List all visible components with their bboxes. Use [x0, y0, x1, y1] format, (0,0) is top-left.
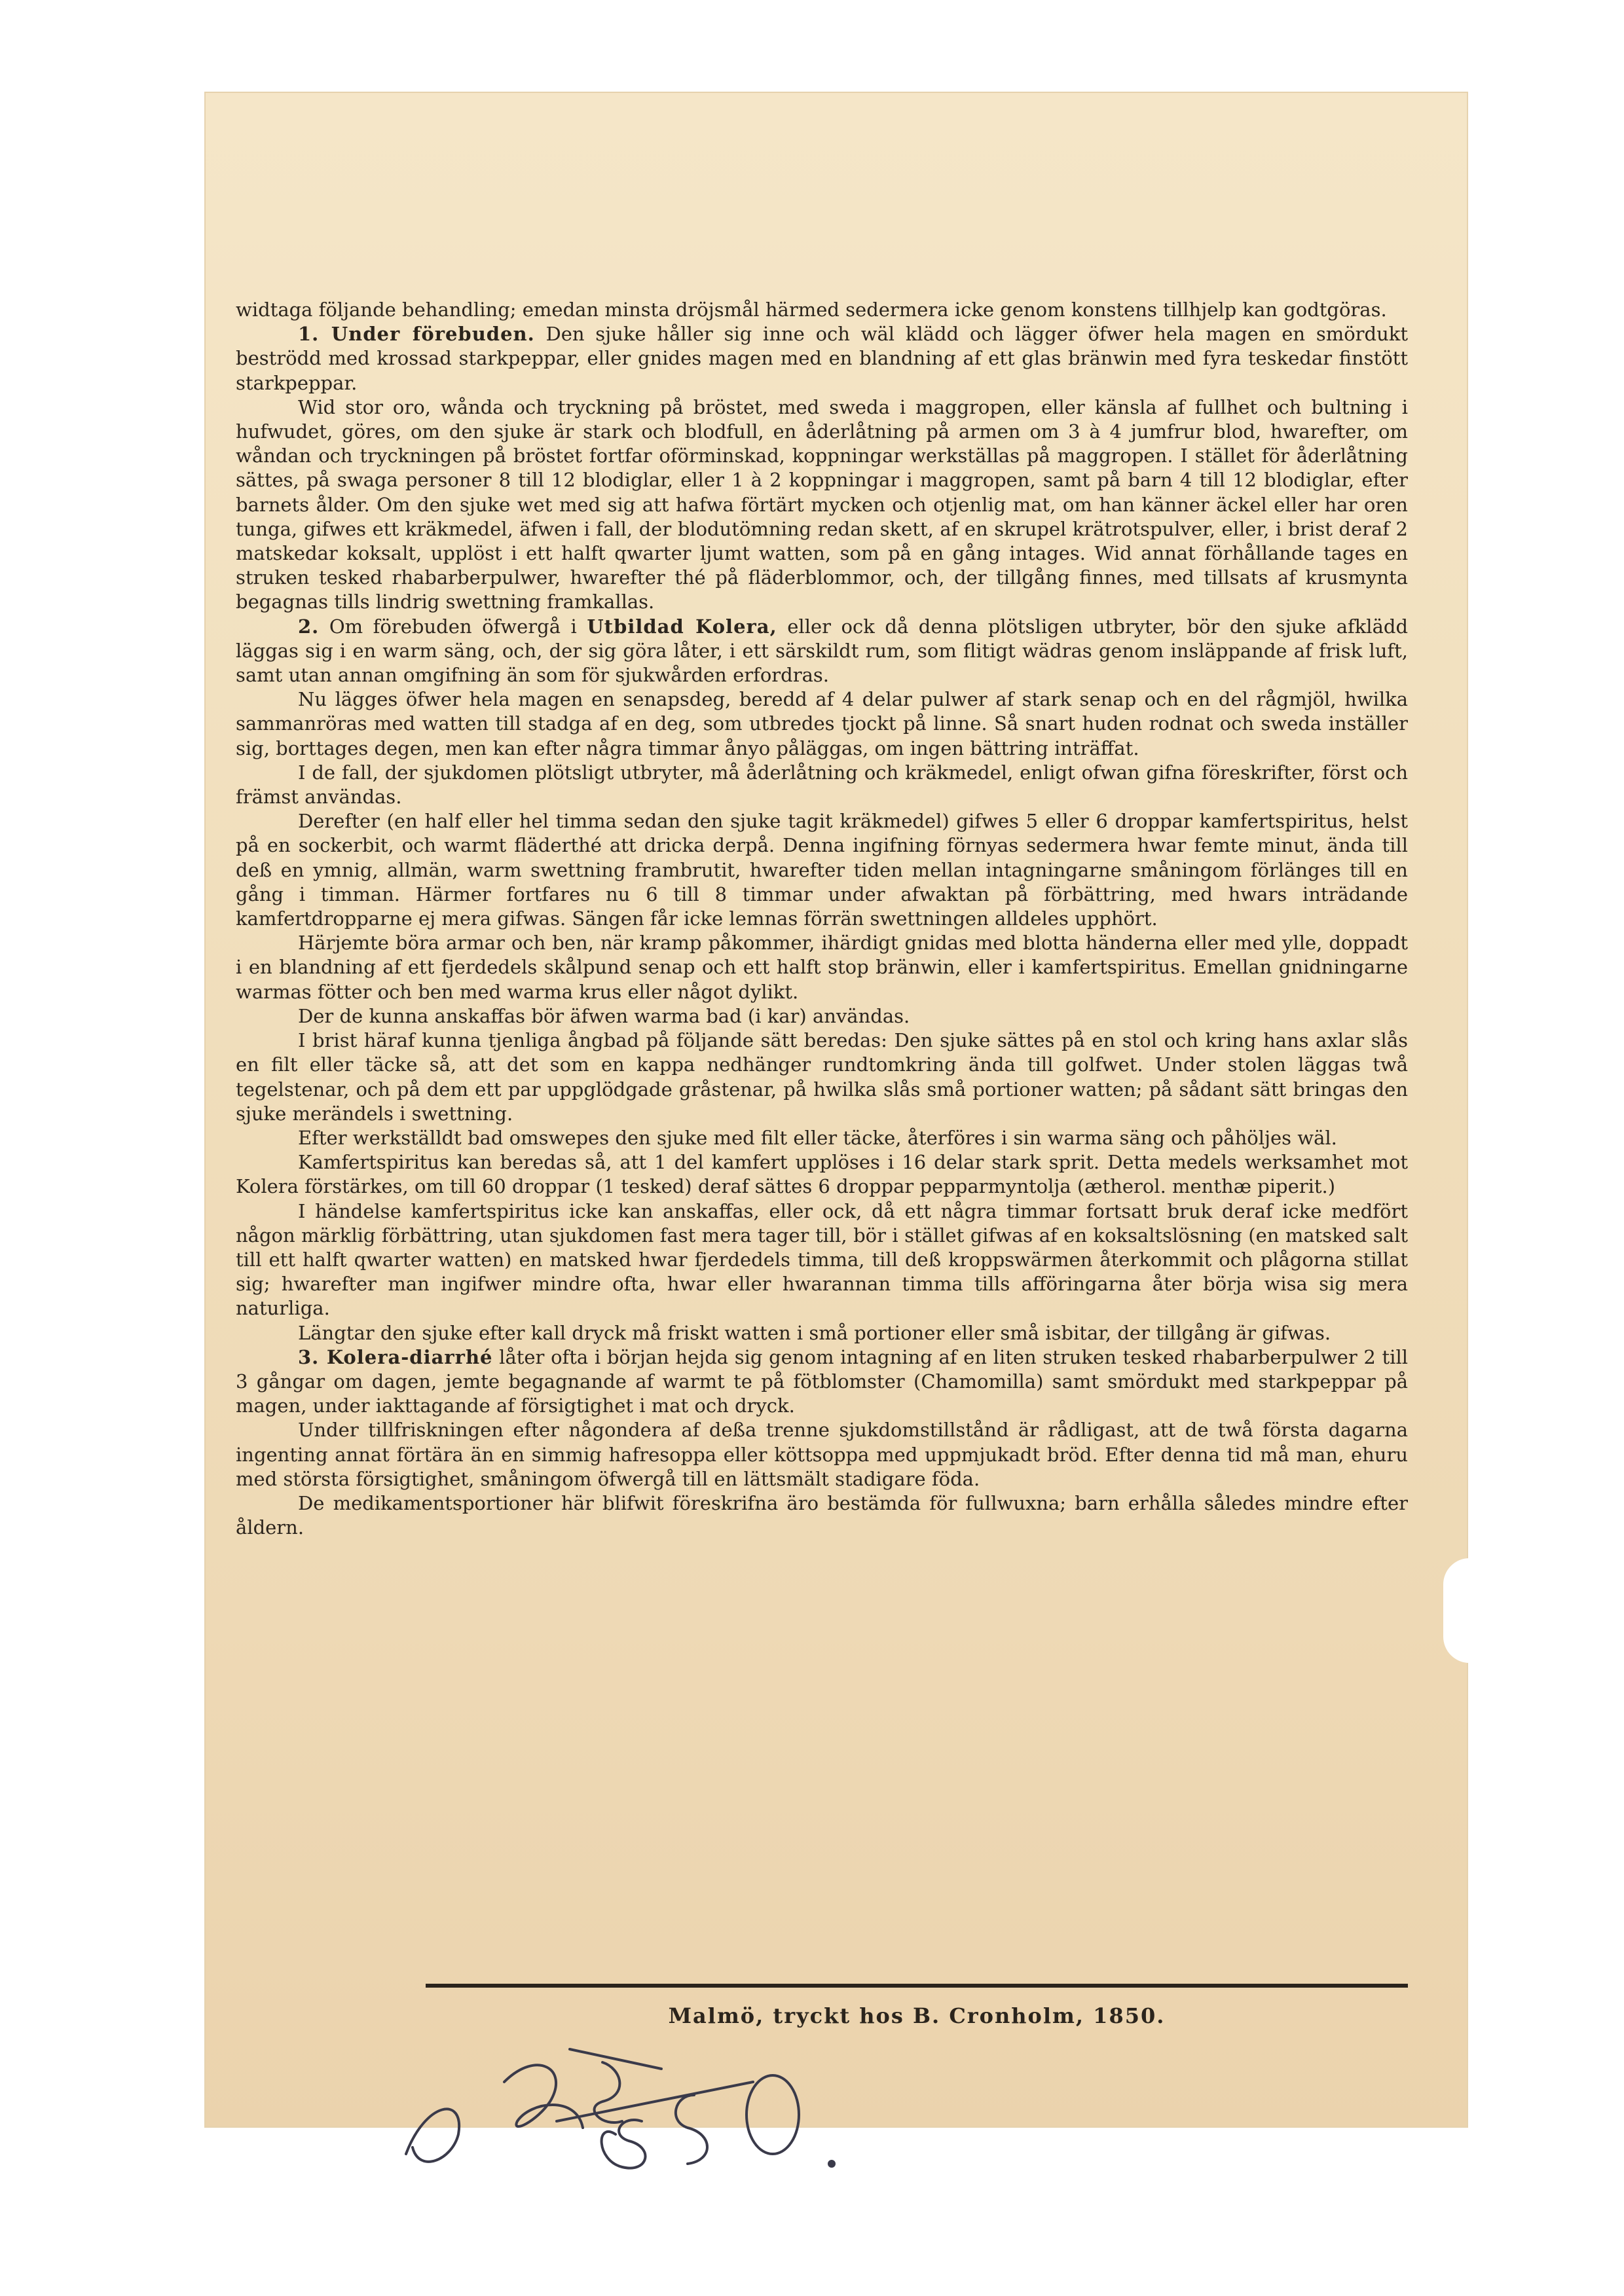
paragraph-7: Härjemte böra armar och ben, när kramp påkommer, ihärdigt gnidas med blotta händerna eller med ylle, doppadt i en blandning af ett fjerdedels skålpund senap och ett halft stop bränwin, eller i kamfertspiritus. Emellan gnidningarne warmas fötter och ben med warma krus eller något dylikt.: [236, 932, 1408, 1003]
paragraph-intro: widtaga följande behandling; emedan minsta dröjsmål härmed sedermera icke genom konstens tillhjelp kan godtgöras.: [236, 299, 1387, 321]
paragraph-5: I de fall, der sjukdomen plötsligt utbryter, må åderlåtning och kräkmedel, enligt ofwan gifna föreskrifter, först och främst användas.: [236, 761, 1408, 809]
paragraph-3: 2. Om förebuden öfwergå i Utbildad Kolera, eller ock då denna plötsligen utbryter, bör den sjuke afklädd läggas sig i en warm säng, och, der sig göra låter, i ett särskildt rum, som flitigt wädras genom insläppande af frisk luft, samt utan annan omgifning än som för sjukwården erfordras.: [236, 615, 1409, 687]
document-body: [236, 298, 1408, 1540]
paragraph-15: Under tillfriskningen efter någondera af deßa trenne sjukdomstillstånd är rådligast, att de twå första dagarna ingenting annat förtära än en simmig hafresoppa eller köttsoppa med uppmjukadt bröd. Efter denna tid må man, ehuru med största försigtighet, småningom öfwergå till en lättsmält stadigare föda.: [236, 1419, 1408, 1490]
paragraph-8: Der de kunna anskaffas bör äfwen warma bad (i kar) användas.: [298, 1004, 910, 1027]
paragraph-1: 1. Under förebuden. Den sjuke håller sig inne och wäl klädd och lägger öfwer hela magen en smördukt beströdd med krossad starkpeppar, eller gnides magen med en blandning af ett glas bränwin med fyra teskedar finstött starkpeppar.: [236, 323, 1409, 394]
handwritten-date-mark: [386, 2023, 923, 2193]
paragraph-12: I händelse kamfertspiritus icke kan anskaffas, eller ock, då ett några timmar fortsatt bruk deraf icke medfört någon märklig förbättring, utan sjukdomen fast mera tager till, bör i stället gifwas af en koksaltslösning (en matsked salt till ett halft qwarter watten) en matsked hwar fjerdedels timma, till deß kroppswärmen återkommit och plågorna stillat sig; hwarefter man ingifwer mindre ofta, hwar eller hwarannan timma tills afföringarna åter börja wisa sig mera naturliga.: [236, 1199, 1408, 1320]
paragraph-11: Kamfertspiritus kan beredas så, att 1 del kamfert upplöses i 16 delar stark sprit. Detta medels werksamhet mot Kolera förstärkes, om till 60 droppar (1 tesked) deraf sättes 6 droppar pepparmyntolja (ætherol. menthæ piperit.): [236, 1151, 1408, 1198]
printer-imprint: Malmö, tryckt hos B. Cronholm, 1850.: [668, 2003, 1166, 2028]
paragraph-13: Längtar den sjuke efter kall dryck må friskt watten i små portioner eller små isbitar, der tillgång är gifwas.: [298, 1321, 1331, 1344]
footer-rule: [426, 1984, 1408, 1988]
paragraph-16: De medikamentsportioner här blifwit föreskrifna äro bestämda för fullwuxna; barn erhålla således mindre efter åldern.: [236, 1491, 1408, 1539]
paragraph-9: I brist häraf kunna tjenliga ångbad på följande sätt beredas: Den sjuke sättes på en stol och kring hans axlar slås en filt eller täcke så, att det som en kappa nedhänger rundtomkring ända till golfwet. Under stolen läggas twå tegelstenar, och på dem ett par uppglödgade gråstenar, på hwilka slås små portioner watten; på sådant sätt bringas den sjuke merändels i swettning.: [236, 1029, 1408, 1125]
paragraph-4: Nu lägges öfwer hela magen en senapsdeg, beredd af 4 delar pulwer af stark senap och en del rågmjöl, hwilka sammanröras med watten till stadga af en deg, som utbredes tjockt på linne. Så snart huden rodnat och sweda inställer sig, borttages degen, men kan efter några timmar ånyo påläggas, om ingen bättring inträffat.: [236, 688, 1408, 759]
paragraph-14: 3. Kolera-diarrhé låter ofta i början hejda sig genom intagning af en liten struken tesked rhabarberpulwer 2 till 3 gångar om dagen, jemte begagnande af warmt te på fötblomster (Chamomilla) samt smördukt med starkpeppar på magen, under iakttagande af försigtighet i mat och dryck.: [236, 1345, 1409, 1417]
paragraph-6: Derefter (en half eller hel timma sedan den sjuke tagit kräkmedel) gifwes 5 eller 6 droppar kamfertspiritus, helst på en sockerbit, och warmt fläderthé att dricka derpå. Denna ingifning förnyas sedermera hwar femte minut, ända till deß en ymnig, allmän, warm swettning frambrutit, hwarefter tiden mellan intagningarne småningom förlänges till en gång i timman. Härmer fortfares nu 6 till 8 timmar under afwaktan på förbättring, med hwars inträdande kamfertdropparne ej mera gifwas. Sängen får icke lemnas förrän swettningen alldeles upphört.: [236, 810, 1408, 930]
paragraph-2: Wid stor oro, wånda och tryckning på bröstet, med sweda i maggropen, eller känsla af fullhet och bultning i hufwudet, göres, om den sjuke är stark och blodfull, en åderlåtning på armen om 3 à 4 jumfrur blod, hwarefter, om wåndan och tryckningen på bröstet fortfar oförminskad, koppningar werkställas på maggropen. I stället för åderlåtning sättes, på swaga personer 8 till 12 blodiglar, eller 1 à 2 koppningar i maggropen, samt på barn 4 till 12 blodiglar, efter barnets ålder. Om den sjuke wet med sig att hafwa förtärt mycken och otjenlig mat, om han känner äckel eller har oren tunga, gifwes ett kräkmedel, äfwen i fall, der blodutömning redan skett, af en skrupel krätrotspulver, eller, i brist deraf 2 matskedar koksalt, upplöst i ett halft qwarter ljumt watten, som på en gång intages. Wid annat förhållande tages en struken tesked rhabarberpulwer, hwarefter thé på fläderblommor, och, der tillgång finnes, med tillsats af krusmynta begagnas tills lindrig swettning framkallas.: [236, 395, 1408, 613]
paragraph-10: Efter werkställdt bad omswepes den sjuke med filt eller täcke, återföres i sin warma säng och påhöljes wäl.: [298, 1126, 1337, 1149]
